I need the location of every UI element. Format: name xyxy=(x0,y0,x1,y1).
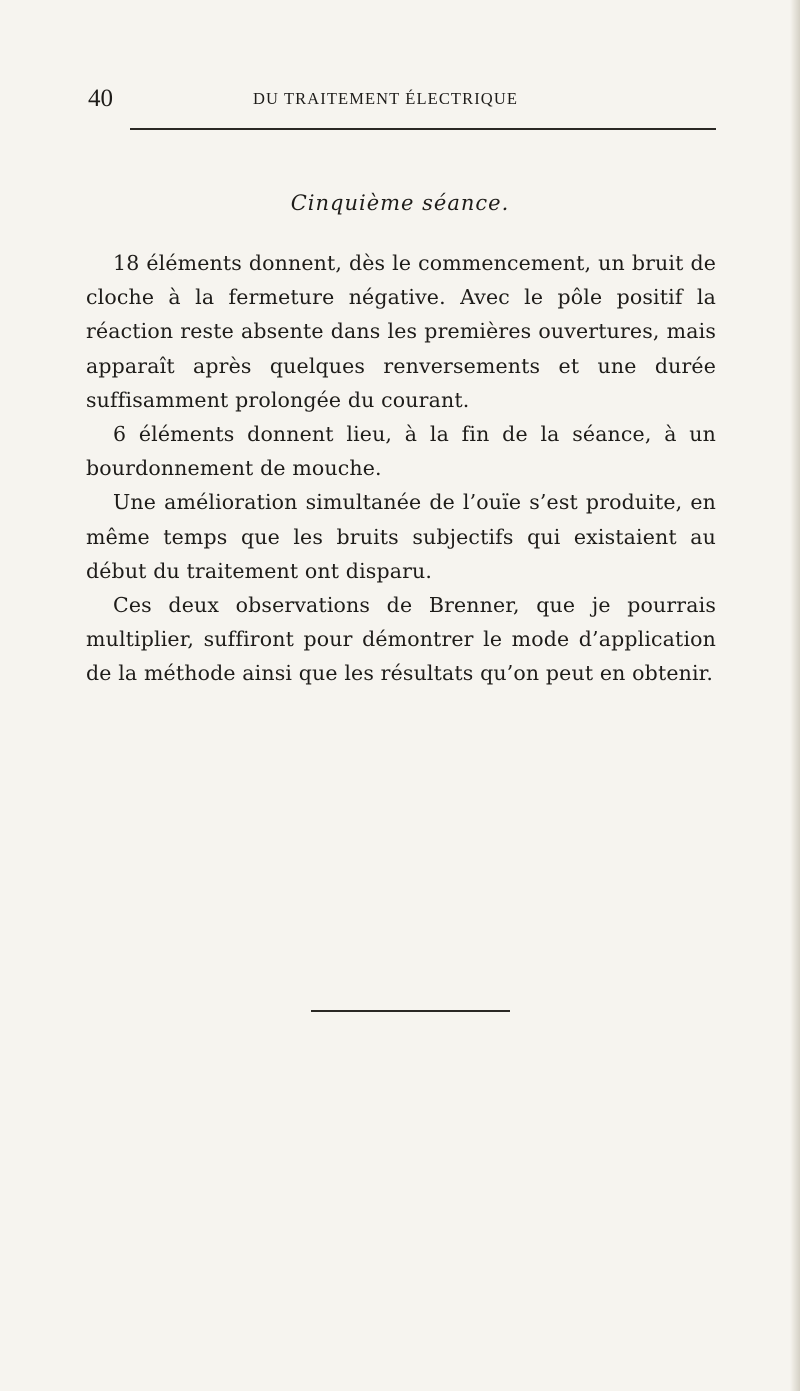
body-text xyxy=(86,246,716,691)
running-header xyxy=(88,86,718,112)
paragraph-2: 6 éléments donnent lieu, à la fin de la séance, à un bourdonnement de mouche. xyxy=(86,422,716,481)
page-number: 40 xyxy=(88,85,113,112)
header-rule xyxy=(130,128,716,130)
section-heading: Cinquième séance. xyxy=(290,191,510,215)
paragraph-4: Ces deux observations de Brenner, que je pourrais multiplier, suffiront pour démontrer le mode d’application de la méthode ainsi que les résultats qu’on peut en obtenir. xyxy=(86,593,716,686)
paragraph-3: Une amélioration simultanée de l’ouïe s’est produite, en même temps que les bruits subjectifs qui existaient au début du traitement ont disparu. xyxy=(86,490,716,583)
paragraph-1: 18 éléments donnent, dès le commencement, un bruit de cloche à la fermeture négative. Avec le pôle positif la réaction reste absente dans les premières ouvertures, mais apparaît après quelques renversements et une durée suffisamment prolongée du courant. xyxy=(86,251,716,412)
running-title: DU TRAITEMENT ÉLECTRIQUE xyxy=(253,89,519,108)
end-rule xyxy=(311,1010,510,1012)
